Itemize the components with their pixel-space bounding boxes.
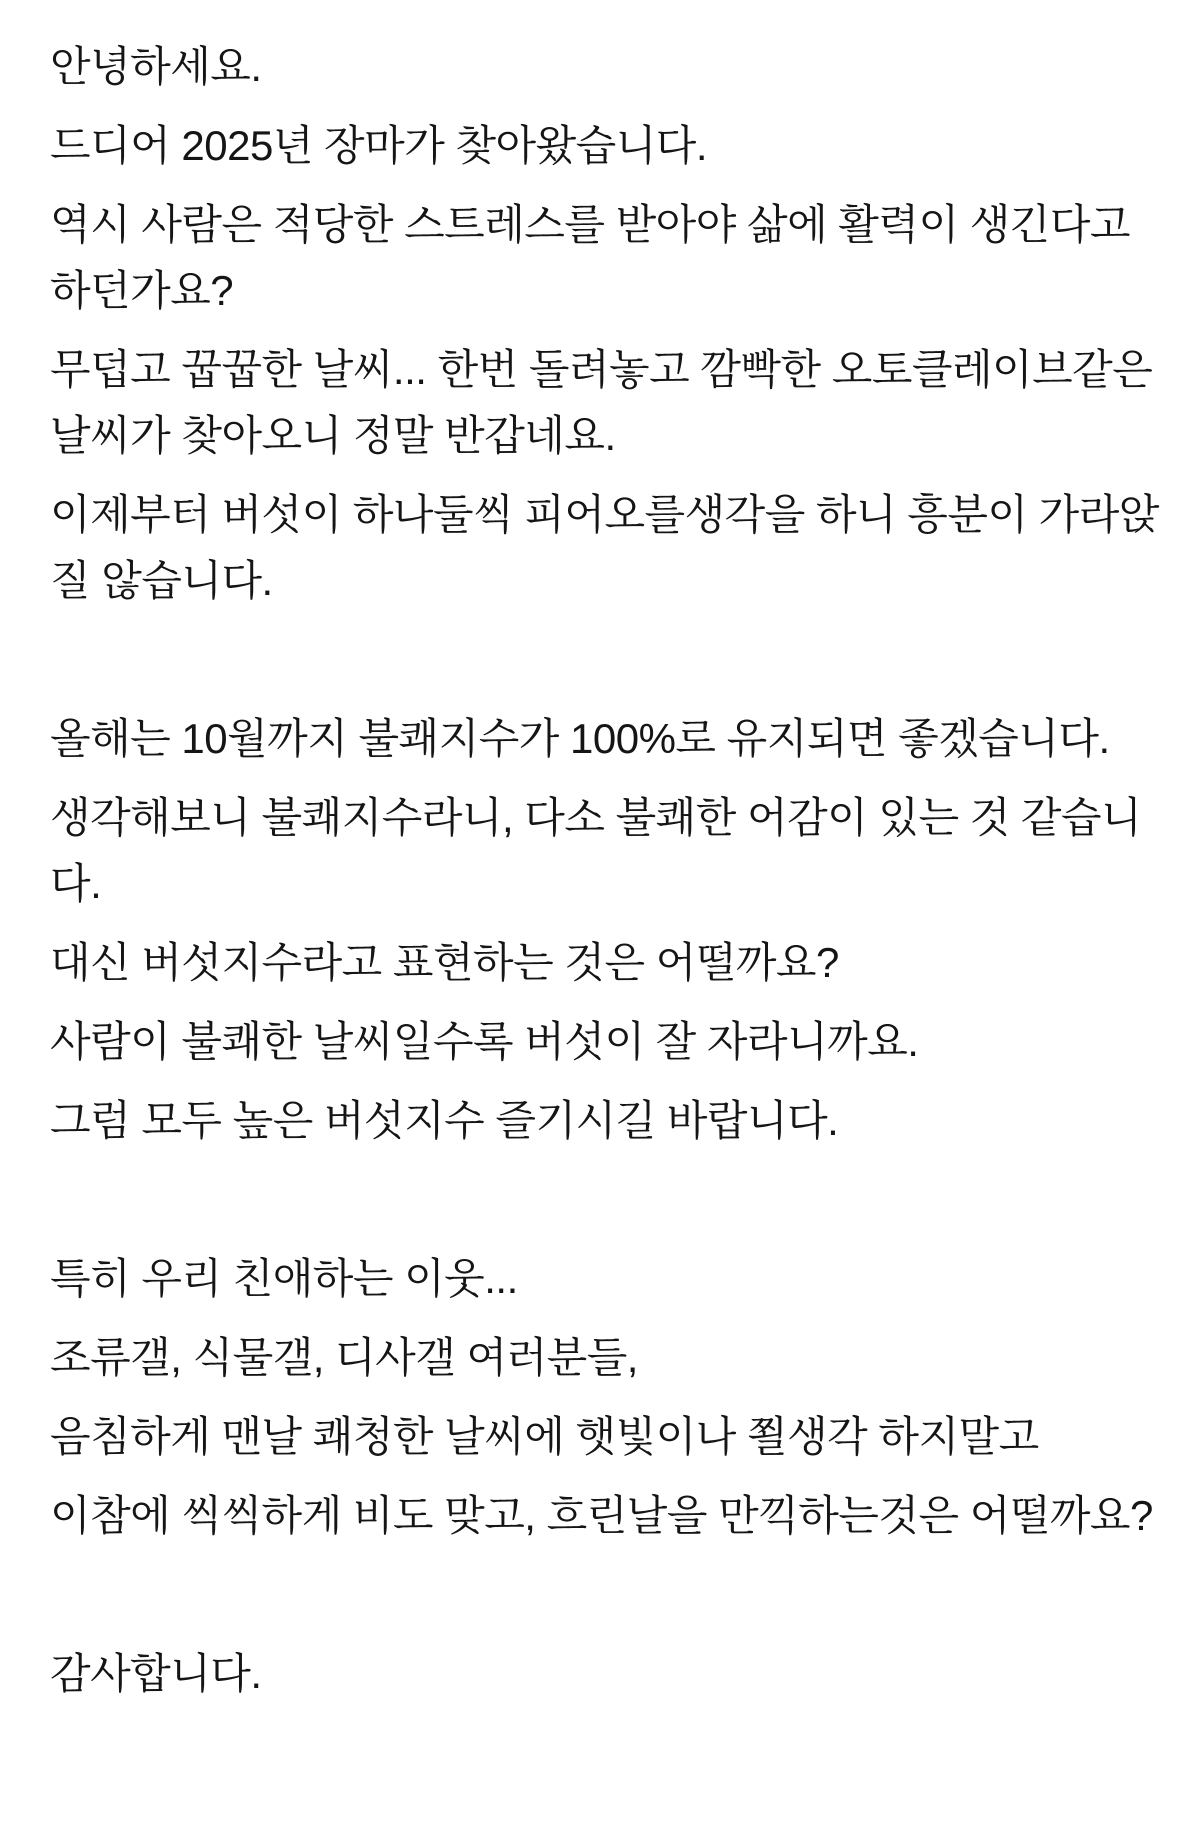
paragraph — [50, 1325, 1160, 1391]
paragraph — [50, 337, 1160, 469]
text-line: 감사합니다. — [50, 1650, 262, 1697]
text-line: 대신 버섯지수라고 표현하는 것은 어떨까요? — [50, 939, 839, 986]
text-line: 생각해보니 불쾌지수라니, 다소 불쾌한 어감이 있는 것 같습니 — [50, 794, 1142, 841]
paragraph-gap — [50, 627, 1160, 693]
text-line: 올해는 10월까지 불쾌지수가 100%로 유지되면 좋겠습니다. — [50, 715, 1110, 762]
paragraph-gap — [50, 1562, 1160, 1628]
text-line: 다. — [50, 860, 102, 907]
paragraph — [50, 930, 1160, 996]
text-line: 조류갤, 식물갤, 디사갤 여러분들, — [50, 1334, 638, 1381]
paragraph — [50, 785, 1160, 917]
paragraph — [50, 1009, 1160, 1075]
paragraph — [50, 1088, 1160, 1154]
paragraph — [50, 482, 1160, 614]
paragraph — [50, 1246, 1160, 1312]
paragraph — [50, 192, 1160, 324]
text-line: 하던가요? — [50, 267, 234, 314]
text-line: 사람이 불쾌한 날씨일수록 버섯이 잘 자라니까요. — [50, 1018, 919, 1065]
paragraph — [50, 1483, 1160, 1549]
text-line: 특히 우리 친애하는 이웃... — [50, 1255, 518, 1302]
text-line: 음침하게 맨날 쾌청한 날씨에 햇빛이나 쬘생각 하지말고 — [50, 1413, 1039, 1460]
text-line: 질 않습니다. — [50, 557, 273, 604]
text-line: 이참에 씩씩하게 비도 맞고, 흐린날을 만끽하는것은 어떨까요? — [50, 1492, 1153, 1539]
text-line: 안녕하세요. — [50, 43, 262, 90]
text-line: 역시 사람은 적당한 스트레스를 받아야 삶에 활력이 생긴다고 — [50, 201, 1130, 248]
post-body-text — [50, 34, 1160, 1707]
text-line: 그럼 모두 높은 버섯지수 즐기시길 바랍니다. — [50, 1097, 839, 1144]
text-line: 이제부터 버섯이 하나둘씩 피어오를생각을 하니 흥분이 가라앉 — [50, 491, 1159, 538]
paragraph-gap — [50, 1167, 1160, 1233]
text-line: 무덥고 꿉꿉한 날씨... 한번 돌려놓고 깜빡한 오토클레이브같은 — [50, 346, 1153, 393]
text-line: 날씨가 찾아오니 정말 반갑네요. — [50, 412, 616, 459]
paragraph — [50, 113, 1160, 179]
paragraph — [50, 1404, 1160, 1470]
paragraph — [50, 1641, 1160, 1707]
text-line: 드디어 2025년 장마가 찾아왔습니다. — [50, 122, 708, 169]
paragraph — [50, 34, 1160, 100]
paragraph — [50, 706, 1160, 772]
